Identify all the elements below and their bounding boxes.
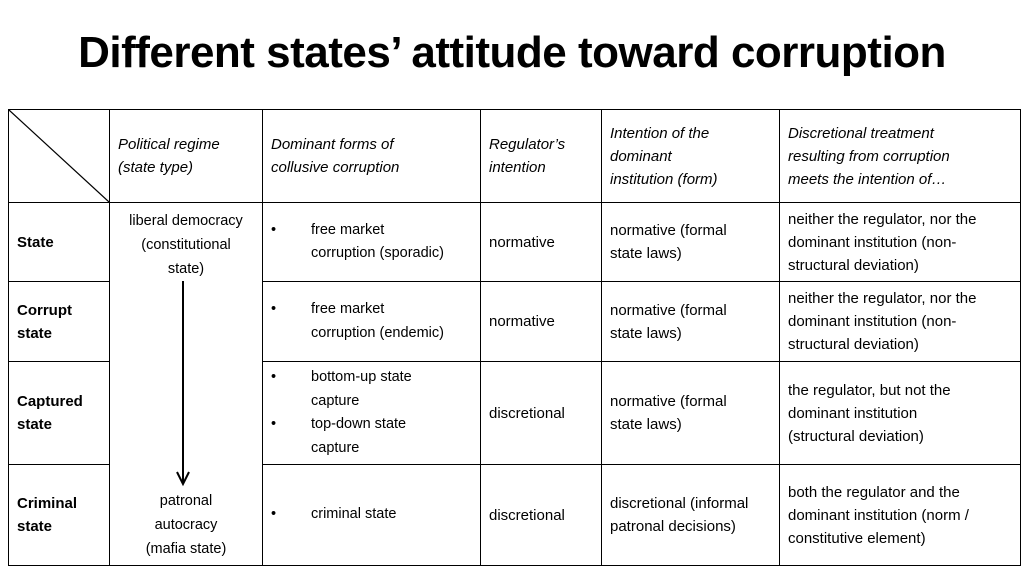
meets-cell — [780, 362, 1021, 465]
list-item-line: free market — [311, 221, 385, 238]
row-label-line: state — [17, 324, 53, 342]
cell-line: normative (formal — [610, 222, 727, 239]
corner-diagonal — [9, 110, 109, 202]
forms-list — [271, 503, 472, 527]
bullet-icon: • — [271, 301, 277, 317]
dominant-cell — [602, 465, 780, 566]
row-label-line: State — [17, 233, 54, 251]
dominant-cell — [602, 282, 780, 362]
meets-cell — [780, 203, 1021, 282]
cell-line: state laws) — [610, 324, 682, 342]
list-item — [271, 503, 472, 527]
cell-line: normative (formal — [610, 393, 727, 410]
cell-line: structural deviation) — [788, 336, 919, 353]
cell-line: state laws) — [610, 416, 682, 433]
list-item-line: corruption (endemic) — [311, 324, 444, 341]
list-item-line: corruption (sporadic) — [311, 245, 444, 261]
forms-cell — [263, 465, 481, 566]
regulator-cell — [481, 465, 602, 566]
regime-bottom-label — [110, 489, 262, 561]
dominant-cell — [602, 362, 780, 465]
regulator-cell — [481, 203, 602, 282]
cell-line: state laws) — [610, 245, 682, 262]
regulator-cell — [481, 282, 602, 362]
cell-line: discretional — [489, 506, 565, 524]
cell-line: normative — [489, 233, 555, 251]
header-line: dominant — [610, 147, 672, 165]
list-item-line: criminal state — [311, 506, 397, 523]
header-line: Intention of the — [610, 124, 710, 142]
table-row — [9, 203, 1021, 282]
header-line: intention — [489, 159, 546, 176]
list-item — [271, 298, 472, 345]
cell-line: structural deviation) — [788, 256, 919, 274]
slide-title: Different states’ attitude toward corruption — [78, 28, 946, 77]
bullet-icon: • — [271, 416, 277, 432]
header-political-regime — [110, 110, 263, 203]
meets-cell — [780, 282, 1021, 362]
list-item — [271, 366, 472, 413]
regime-line: state) — [167, 261, 205, 277]
header-regulator-intention — [481, 110, 602, 203]
list-item-line: capture — [311, 392, 360, 409]
regime-line: liberal democracy — [129, 213, 243, 229]
corner-cell — [9, 110, 110, 203]
row-label-line: state — [17, 416, 53, 433]
header-dominant-forms — [263, 110, 481, 203]
row-label-line: Captured — [17, 393, 83, 410]
row-label — [9, 362, 110, 465]
row-label — [9, 282, 110, 362]
bullet-icon: • — [271, 506, 277, 523]
header-line: collusive corruption — [271, 159, 400, 176]
row-label-line: Criminal — [17, 495, 78, 512]
list-item-line: capture — [311, 439, 360, 456]
cell-line: (structural deviation) — [788, 427, 924, 445]
header-line: resulting from corruption — [788, 147, 950, 165]
regime-top-label — [110, 209, 262, 281]
header-line: (state type) — [118, 159, 194, 176]
cell-line: patronal decisions) — [610, 518, 736, 535]
header-line: institution (form) — [610, 170, 718, 188]
header-line: Political regime — [118, 136, 220, 153]
list-item-line: free market — [311, 301, 385, 317]
row-label-line: Corrupt — [17, 301, 72, 319]
bullet-icon: • — [271, 369, 277, 385]
cell-line: the regulator, but not the — [788, 381, 951, 399]
forms-cell — [263, 362, 481, 465]
cell-line: neither the regulator, nor the — [788, 290, 977, 307]
cell-line: dominant institution (non- — [788, 313, 957, 330]
cell-line: dominant institution (norm / — [788, 506, 969, 524]
forms-cell — [263, 282, 481, 362]
cell-line: normative (formal — [610, 301, 727, 319]
header-dominant-intention — [602, 110, 780, 203]
header-line: Dominant forms of — [271, 136, 394, 153]
cell-line: neither the regulator, nor the — [788, 210, 977, 228]
row-label — [9, 465, 110, 566]
list-item-line: bottom-up state — [311, 369, 412, 385]
meets-cell — [780, 465, 1021, 566]
header-row — [9, 110, 1021, 203]
row-label — [9, 203, 110, 282]
regime-line: autocracy — [154, 517, 218, 533]
regime-spectrum-cell — [110, 203, 263, 566]
cell-line: discretional — [489, 404, 565, 422]
cell-line: discretional (informal — [610, 495, 749, 512]
bullet-icon: • — [271, 221, 277, 238]
header-meets-intention — [780, 110, 1021, 203]
header-line: meets the intention of… — [788, 170, 947, 188]
header-line: Regulator’s — [489, 136, 566, 153]
forms-list — [271, 366, 472, 460]
cell-line: dominant institution (non- — [788, 233, 957, 251]
regime-line: (constitutional — [141, 237, 231, 253]
list-item-line: top-down state — [311, 416, 407, 432]
cell-line: normative — [489, 313, 555, 330]
cell-line: dominant institution — [788, 404, 918, 422]
regime-line: patronal — [159, 493, 213, 509]
forms-list — [271, 219, 472, 266]
forms-cell — [263, 203, 481, 282]
regulator-cell — [481, 362, 602, 465]
dominant-cell — [602, 203, 780, 282]
row-label-line: state — [17, 518, 53, 535]
corruption-table — [8, 109, 1021, 566]
cell-line: constitutive element) — [788, 529, 926, 547]
header-line: Discretional treatment — [788, 124, 934, 142]
cell-line: both the regulator and the — [788, 483, 960, 501]
list-item — [271, 219, 472, 266]
forms-list — [271, 298, 472, 345]
regime-line: (mafia state) — [145, 541, 227, 557]
down-arrow-icon — [176, 281, 190, 487]
list-item — [271, 413, 472, 460]
